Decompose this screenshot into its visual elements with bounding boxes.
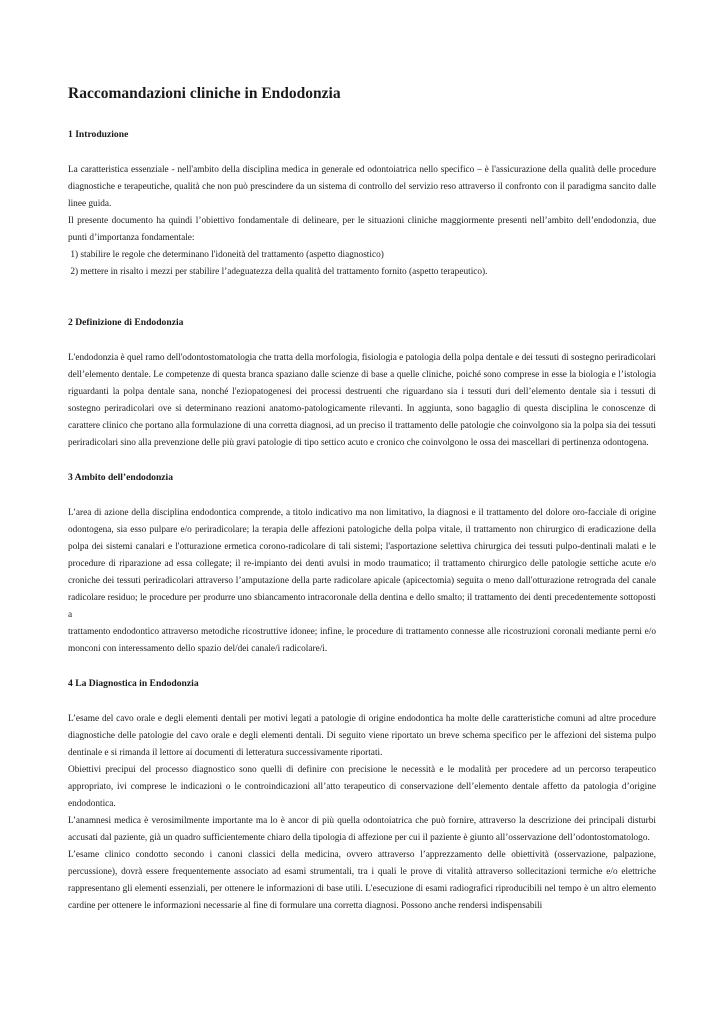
paragraph: L’anamnesi medica è verosimilmente importante ma lo è ancor di più quella odontoiatrica che può fornire, attraverso la descrizione dei principali disturbi accusati dal paziente, già un quadro sufficientemente chiaro della tipologia di affezione per cui il paziente è giunto all’osservazione dell’odontostomatologo. <box>68 816 656 843</box>
section-heading-ambito: 3 Ambito dell’endodonzia <box>68 472 174 483</box>
section-heading-definizione: 2 Definizione di Endodonzia <box>68 317 184 328</box>
paragraph: L’area di azione della disciplina endodontica comprende, a titolo indicativo ma non limitativo, la diagnosi e il trattamento del dolore oro-facciale di origine odontogena, sia esso pulpare e/o periradicolare; la terapia delle affezioni patologiche della polpa vitale, il trattamento non chirurgico di eradicazione della polpa dei sistemi canalari e l'otturazione ermetica corono-radicolare di tali sistemi; l'asportazione selettiva chirurgica dei tessuti pulpo-dentinali malati e le procedure di riparazione ad essa collegate; il re-impianto dei denti avulsi in modo traumatico; il trattamento chirurgico delle patologie settiche acute e/o croniche dei tessuti periradicolari attraverso l’amputazione della parte radicolare apicale (apicectomia) seguita o meno dall'otturazione retrograda del canale radicolare residuo; le procedure per produrre uno sbiancamento intracoronale della dentina e dello smalto; il trattamento dei denti precedentemente sottoposti a <box>68 508 656 620</box>
list-item: 1) stabilire le regole che determinano l'idoneità del trattamento (aspetto diagnostico) <box>68 250 384 260</box>
list-item: 2) mettere in risalto i mezzi per stabilire l’adeguatezza della qualità del trattamento fornito (aspetto terapeutico). <box>68 267 488 277</box>
paragraph: Il presente documento ha quindi l’obiettivo fondamentale di delineare, per le situazioni cliniche maggiormente presenti nell’ambito dell’endodonzia, due punti d’importanza fondamentale: <box>68 216 656 243</box>
paragraph: L’esame del cavo orale e degli elementi dentali per motivi legati a patologie di origine endodontica ha molte delle caratteristiche comuni ad altre procedure diagnostiche delle patologie del cavo orale e degli elementi dentali. Di seguito viene riportato un breve schema specifico per le affezioni del sistema pulpo dentinale e si rimanda il lettore ai documenti di letteratura successivamente riportati. <box>68 714 656 758</box>
paragraph: L’esame clinico condotto secondo i canoni classici della medicina, ovvero attraverso l’apprezzamento delle obiettività (osservazione, palpazione, percussione), dovrà essere frequentemente associato ad esami strumentali, tra i quali le prove di vitalità attraverso sollecitazioni termiche e/o elettriche rappresentano gli elementi essenziali, per ottenere le informazioni di base utili. L'esecuzione di esami radiografici riproducibili nel tempo è un altro elemento cardine per ottenere le informazioni necessarie al fine di formulare una corretta diagnosi. Possono anche rendersi indispensabili <box>68 850 656 911</box>
section-heading-introduzione: 1 Introduzione <box>68 129 129 140</box>
paragraph: L'endodonzia è quel ramo dell'odontostomatologia che tratta della morfologia, fisiologia e patologia della polpa dentale e dei tessuti di sostegno periradicolari dell’elemento dentale. Le competenze di questa branca spaziano dalle scienze di base a quelle cliniche, poiché sono comprese in esse la biologia e l’istologia riguardanti la polpa dentale sana, nonché l'eziopatogenesi dei processi destruenti che riguardano sia i tessuti duri dell’elemento dentale sia i tessuti di sostegno periradicolari ove si determinano reazioni anatomo-patologicamente rilevanti. In aggiunta, sono bagaglio di questa disciplina le conoscenze di carattere clinico che portano alla formulazione di una corretta diagnosi, ad un preciso il trattamento delle patologie che coinvolgono sia la polpa sia dei tessuti periradicolari sino alla prevenzione delle più gravi patologie di tipo settico acuto e cronico che coinvolgono le ossa dei mascellari di pertinenza odontogena. <box>68 353 656 448</box>
section-heading-diagnostica: 4 La Diagnostica in Endodonzia <box>68 678 199 689</box>
document-title: Raccomandazioni cliniche in Endodonzia <box>68 85 341 102</box>
paragraph: Obiettivi precipui del processo diagnostico sono quelli di definire con precisione le necessità e le modalità per procedere ad un percorso terapeutico appropriato, ivi comprese le indicazioni o le controindicazioni all’atto terapeutico di conservazione dell’elemento dentale affetto da patologia d’origine endodontica. <box>68 765 656 809</box>
paragraph: La caratteristica essenziale - nell'ambito della disciplina medica in generale ed odontoiatrica nello specifico – è l'assicurazione della qualità delle procedure diagnostiche e terapeutiche, qualità che non può prescindere da un sistema di controllo del servizio reso attraverso il confronto con il paradigma sancito dalle linee guida. <box>68 165 656 209</box>
paragraph: trattamento endodontico attraverso metodiche ricostruttive idonee; infine, le procedure di trattamento connesse alle ricostruzioni coronali mediante perni e/o monconi con interessamento dello spazio del/dei canale/i radicolare/i. <box>68 627 656 654</box>
